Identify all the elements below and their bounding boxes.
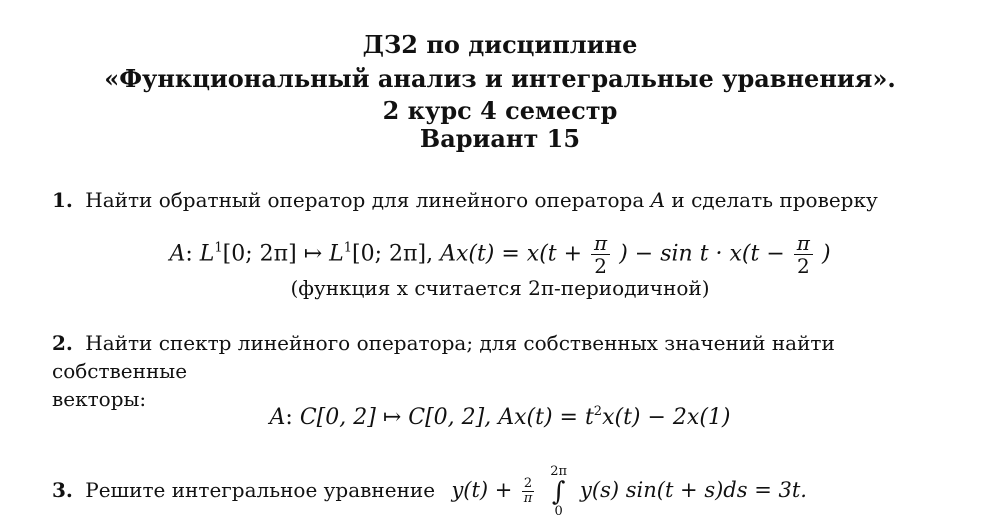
problem-3-integrand: y(s) sin(t + s)ds = 3t. bbox=[580, 478, 807, 502]
problem-2-formula: A: C[0, 2] ↦ C[0, 2], $Ax(t) = t^2x(t) - 2x(1)$ bbox=[269, 404, 731, 430]
formula-1-frac-num-a: π bbox=[591, 232, 610, 255]
integral-upper-limit: 2π bbox=[550, 463, 568, 479]
problem-3-coefficient bbox=[522, 477, 535, 506]
formula-2-sup: 2 bbox=[593, 404, 603, 419]
header-line-3: 2 курс 4 семестр bbox=[382, 96, 618, 125]
problem-2-number: 2. bbox=[52, 331, 73, 355]
problem-1-text: Найти обратный оператор для линейного оператора bbox=[85, 188, 645, 212]
problem-1-text-after: и сделать проверку bbox=[671, 188, 878, 212]
problem-2-text-line-2: векторы: bbox=[52, 387, 147, 411]
header-line-2: «Функциональный анализ и интегральные уравнения». bbox=[104, 64, 896, 93]
formula-1-sup: 1 bbox=[214, 240, 223, 256]
problem-3-statement bbox=[52, 458, 807, 522]
problem-3-text: Решите интегральное уравнение bbox=[85, 478, 436, 502]
formula-1-fraction-a bbox=[591, 232, 610, 277]
formula-1-space-b: L bbox=[329, 241, 344, 267]
formula-1-interval: [0; 2π] bbox=[222, 241, 297, 267]
problem-2-text-line-1: Найти спектр линейного оператора; для собственных значений найти собственные bbox=[52, 331, 835, 383]
document-header bbox=[0, 28, 1000, 152]
problem-3-lhs: y(t) + bbox=[451, 478, 513, 502]
formula-1-frac-den-a: 2 bbox=[594, 254, 607, 278]
problem-1-number: 1. bbox=[52, 188, 73, 212]
formula-1-def-end: ) bbox=[821, 241, 831, 267]
problem-1-operator: A bbox=[650, 188, 666, 212]
problem-1-note: (функция x считается 2π-периодичной) bbox=[290, 276, 710, 300]
header-line-4: Вариант 15 bbox=[419, 124, 581, 153]
formula-1-space: L bbox=[199, 241, 215, 267]
coefficient-num: 2 bbox=[522, 477, 535, 492]
formula-1-sup-b: 1 bbox=[343, 240, 353, 256]
formula-2-def: Ax(t) = t bbox=[498, 405, 594, 430]
formula-1-def-start: Ax(t) = x(t + bbox=[440, 241, 583, 267]
coefficient-den: π bbox=[523, 491, 533, 506]
formula-1-interval-b: [0; 2π] bbox=[352, 241, 427, 267]
formula-2-def-end: x(t) − 2x(1) bbox=[602, 405, 731, 430]
problem-1-statement bbox=[52, 186, 878, 214]
problem-2-statement bbox=[52, 329, 952, 413]
formula-1-def-mid: ) − sin t · x(t − bbox=[619, 241, 785, 267]
integral-symbol: ∫ bbox=[551, 476, 566, 507]
problem-3-number: 3. bbox=[52, 478, 73, 502]
formula-1-frac-den-b: 2 bbox=[796, 254, 810, 278]
integral-lower-limit: 0 bbox=[554, 503, 563, 519]
formula-2-space-1: C[0, 2] bbox=[299, 405, 376, 430]
formula-2-op: A bbox=[269, 405, 286, 430]
formula-1-frac-num-b: π bbox=[794, 232, 813, 255]
problem-1-formula: A: $L^1[0$; 2π] ↦ $L^1[0$; 2π], Ax(t) = x(t + $\frac{\pi}{2}$ ) − sin t · x(t − $\frac{\pi}{2}$ ) bbox=[169, 231, 831, 278]
formula-1-fraction-b bbox=[794, 232, 813, 277]
formula-1-mapsto: ↦ bbox=[303, 241, 323, 267]
header-line-1: ДЗ2 по дисциплине bbox=[362, 30, 638, 59]
formula-1-op: A bbox=[169, 241, 186, 267]
integral-sign bbox=[546, 465, 572, 519]
formula-2-space-2: C[0, 2], bbox=[408, 405, 492, 430]
formula-2-mapsto: ↦ bbox=[382, 405, 402, 430]
